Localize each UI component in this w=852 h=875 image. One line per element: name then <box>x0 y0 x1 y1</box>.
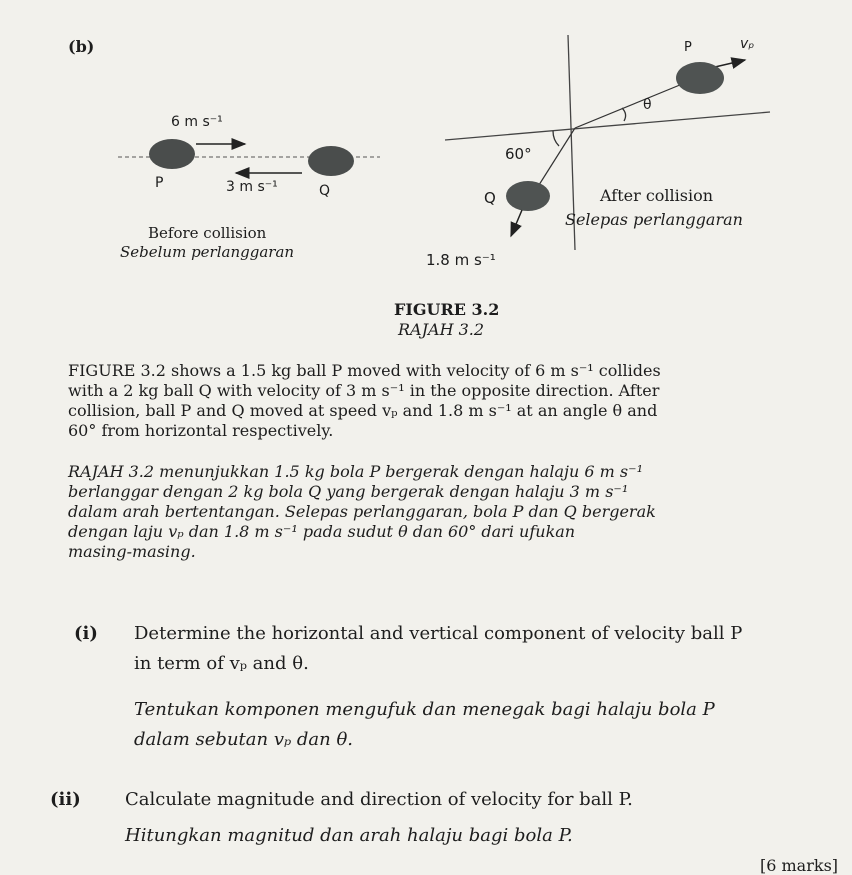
question-2 <box>50 788 633 848</box>
paragraph-ms-line-4: dengan laju vₚ dan 1.8 m s⁻¹ pada sudut θ dan 60° dari ufukan <box>68 522 576 541</box>
after-velocity-p: vₚ <box>740 36 755 52</box>
question-1-ms-line-2: dalam sebutan vₚ dan θ. <box>134 729 354 750</box>
before-label-q: Q <box>319 183 331 199</box>
before-velocity-p: 6 m s⁻¹ <box>171 114 223 130</box>
question-1-ms-line-1: Tentukan komponen mengufuk dan menegak bagi halaju bola P <box>134 699 715 720</box>
arrow-q-after <box>511 210 522 236</box>
paragraph-ms-line-5: masing-masing. <box>68 542 196 561</box>
after-caption-en: After collision <box>600 186 714 205</box>
question-2-number: (ii) <box>50 789 81 810</box>
before-velocity-q: 3 m s⁻¹ <box>226 179 278 195</box>
paragraph-en-line-2: with a 2 kg ball Q with velocity of 3 m s⁻¹ in the opposite direction. After <box>68 381 660 400</box>
question-2-ms: Hitungkan magnitud dan arah halaju bagi bola P. <box>125 825 573 846</box>
before-ball-p <box>149 139 195 169</box>
figure-label-en: FIGURE 3.2 <box>394 300 500 319</box>
figure-label-ms: RAJAH 3.2 <box>398 320 485 339</box>
paragraph-en-line-3: collision, ball P and Q moved at speed vₚ and 1.8 m s⁻¹ at an angle θ and <box>68 401 658 420</box>
paragraph-ms-line-2: berlanggar dengan 2 kg bola Q yang bergerak dengan halaju 3 m s⁻¹ <box>68 482 629 501</box>
after-caption-ms: Selepas perlanggaran <box>565 210 743 229</box>
after-angle-theta: θ <box>643 97 652 113</box>
after-label-q: Q <box>484 189 496 207</box>
after-label-p: P <box>684 40 692 55</box>
angle-60-arc <box>553 131 559 146</box>
question-1-number: (i) <box>74 623 98 644</box>
question-1-en-line-1: Determine the horizontal and vertical component of velocity ball P <box>134 623 743 644</box>
before-caption-ms: Sebelum perlanggaran <box>120 243 295 261</box>
theta-arc <box>622 108 626 121</box>
paragraph-en-line-1: FIGURE 3.2 shows a 1.5 kg ball P moved with velocity of 6 m s⁻¹ collides <box>68 361 661 380</box>
after-ball-q <box>506 181 550 211</box>
after-velocity-q: 1.8 m s⁻¹ <box>426 251 496 269</box>
after-angle-60: 60° <box>505 145 532 163</box>
paragraph-ms-line-1: RAJAH 3.2 menunjukkan 1.5 kg bola P bergerak dengan halaju 6 m s⁻¹ <box>68 462 643 481</box>
before-caption-en: Before collision <box>148 224 267 242</box>
marks: [6 marks] <box>760 856 839 875</box>
paragraph-en <box>68 361 808 441</box>
before-ball-q <box>308 146 354 176</box>
question-1-en-line-2: in term of vₚ and θ. <box>134 653 309 674</box>
question-2-en: Calculate magnitude and direction of velocity for ball P. <box>125 789 633 810</box>
paragraph-en-line-4: 60° from horizontal respectively. <box>68 421 334 440</box>
horizontal-axis <box>445 112 770 140</box>
question-1 <box>74 622 742 752</box>
paragraph-ms-line-3: dalam arah bertentangan. Selepas perlanggaran, bola P dan Q bergerak <box>68 502 656 521</box>
paragraph-ms <box>68 462 808 562</box>
part-label: (b) <box>68 37 95 56</box>
after-ball-p <box>676 62 724 94</box>
before-label-p: P <box>155 175 164 191</box>
